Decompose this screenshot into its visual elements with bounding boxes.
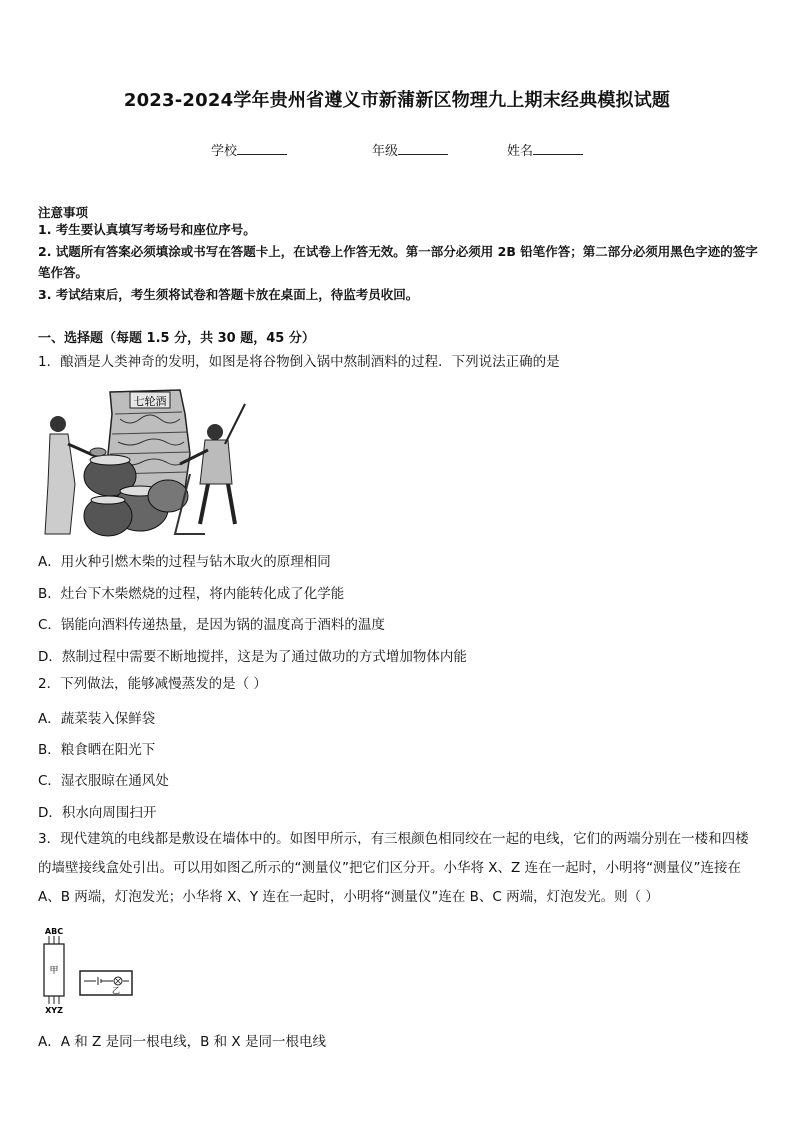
wire-bottom-label: XYZ bbox=[45, 1006, 63, 1015]
note-item: 1. 考生要认真填写考场号和座位序号。 bbox=[38, 222, 256, 237]
notes-heading: 注意事项 bbox=[38, 205, 89, 220]
school-field: 学校 bbox=[211, 140, 287, 159]
brewing-illustration bbox=[40, 384, 250, 540]
question-1-option-a: A．用火种引燃木柴的过程与钻木取火的原理相同 bbox=[38, 554, 331, 570]
question-2-option-c: C．湿衣服晾在通风处 bbox=[38, 773, 169, 789]
wire-diagram bbox=[40, 925, 140, 1015]
question-2-option-a: A．蔬菜装入保鲜袋 bbox=[38, 711, 156, 727]
question-2-option-b: B．粮食晒在阳光下 bbox=[38, 742, 156, 758]
question-2-stem: 2．下列做法，能够减慢蒸发的是（ ） bbox=[38, 676, 267, 692]
note-item: 3. 考试结束后，考生须将试卷和答题卡放在桌面上，待监考员收回。 bbox=[38, 287, 419, 302]
question-1-stem: 1．酿酒是人类神奇的发明，如图是将谷物倒入锅中熬制酒料的过程．下列说法正确的是 bbox=[38, 354, 560, 370]
sign-text: 七轮酒 bbox=[133, 395, 167, 408]
section-heading: 一、选择题（每题 1.5 分，共 30 题，45 分） bbox=[38, 331, 315, 346]
note-item: 2. 试题所有答案必须填涂或书写在答题卡上，在试卷上作答无效。第一部分必须用 2B 铅笔作答；第二部分必须用黑色字迹的签字笔作答。 bbox=[38, 244, 758, 280]
question-2-option-d: D．积水向周围扫开 bbox=[38, 805, 157, 821]
jia-label: 甲 bbox=[49, 966, 59, 976]
exam-title: 2023-2024学年贵州省遵义市新蒲新区物理九上期末经典模拟试题 bbox=[123, 90, 671, 111]
wire-top-label: ABC bbox=[44, 927, 64, 936]
yi-label: 乙 bbox=[112, 986, 120, 995]
question-3-option-a: A．A 和 Z 是同一根电线，B 和 X 是同一根电线 bbox=[38, 1034, 326, 1050]
grade-field: 年级 bbox=[372, 140, 448, 159]
name-field: 姓名 bbox=[507, 140, 583, 159]
question-1-option-d: D．熬制过程中需要不断地搅拌，这是为了通过做功的方式增加物体内能 bbox=[38, 649, 467, 665]
question-1-option-b: B．灶台下木柴燃烧的过程，将内能转化成了化学能 bbox=[38, 586, 345, 602]
question-1-option-c: C．锅能向酒料传递热量，是因为锅的温度高于酒料的温度 bbox=[38, 617, 385, 633]
question-3-stem: 3．现代建筑的电线都是敷设在墙体中的。如图甲所示，有三根颜色相同绞在一起的电线，它们的两端分别在一楼和四楼的墙壁接线盒处引出。可以用如图乙所示的“测量仪”把它们区分开。小华将 X、Z 连在一起时，小明将“测量仪”连接在 A、B 两端，灯泡发光；小华将 X、Y 连在一起时，小明将“测量仪”连在 B、C 两端，灯泡发光。则（ ） bbox=[38, 831, 749, 905]
